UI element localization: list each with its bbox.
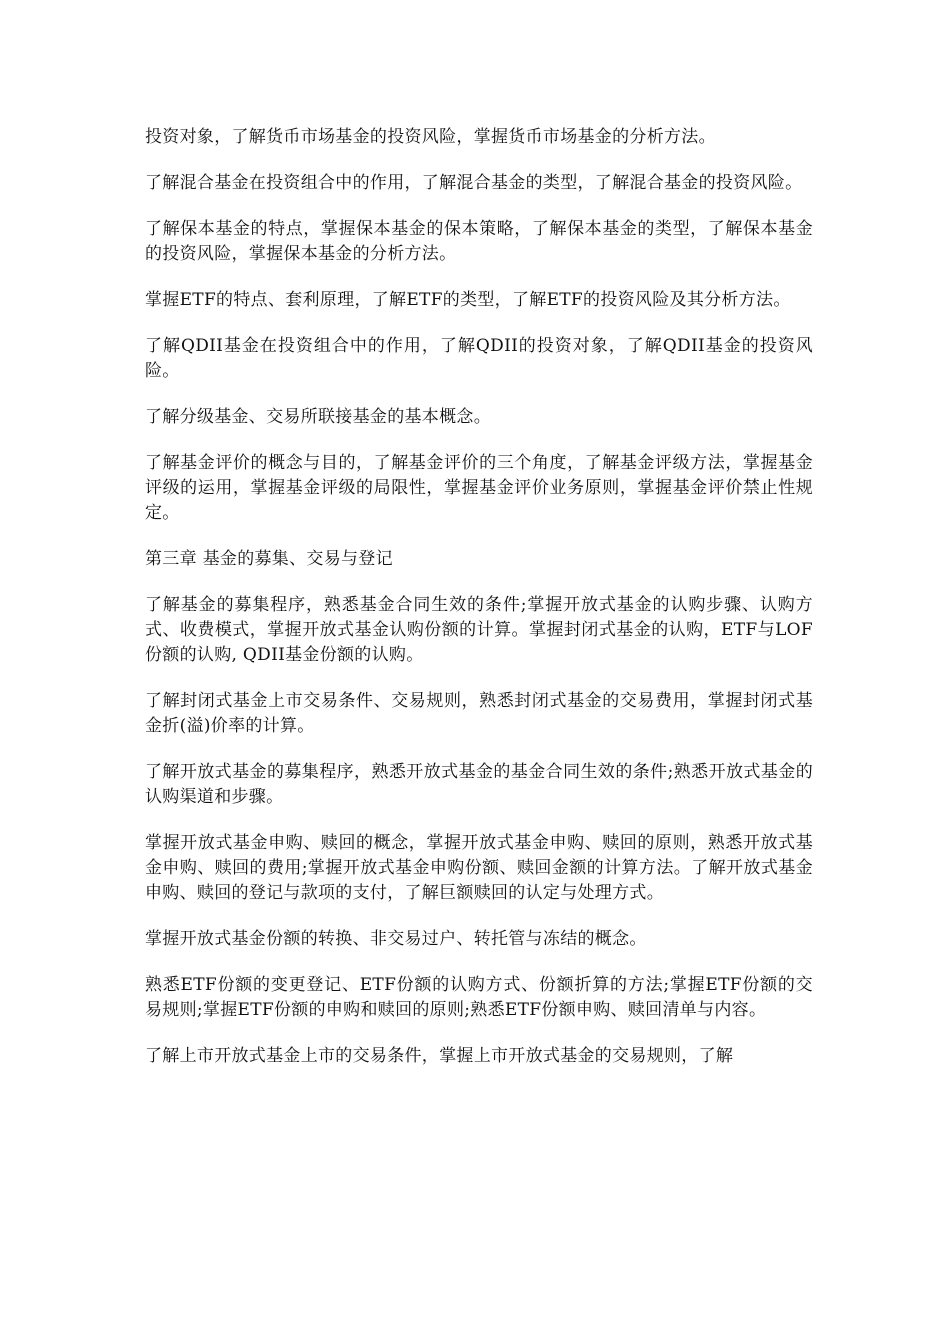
paragraph: 了解QDII基金在投资组合中的作用，了解QDII的投资对象，了解QDII基金的投资风险。 xyxy=(145,336,813,381)
paragraph: 熟悉ETF份额的变更登记、ETF份额的认购方式、份额折算的方法;掌握ETF份额的交易规则;掌握ETF份额的申购和赎回的原则;熟悉ETF份额申购、赎回清单与内容。 xyxy=(145,975,813,1020)
paragraph: 了解开放式基金的募集程序，熟悉开放式基金的基金合同生效的条件;熟悉开放式基金的认购渠道和步骤。 xyxy=(145,762,813,807)
paragraph: 了解封闭式基金上市交易条件、交易规则，熟悉封闭式基金的交易费用，掌握封闭式基金折(溢)价率的计算。 xyxy=(145,691,813,736)
paragraph: 了解混合基金在投资组合中的作用，了解混合基金的类型，了解混合基金的投资风险。 xyxy=(145,173,803,193)
paragraph: 掌握ETF的特点、套利原理，了解ETF的类型，了解ETF的投资风险及其分析方法。 xyxy=(145,290,791,310)
chapter-heading: 第三章 基金的募集、交易与登记 xyxy=(145,549,393,569)
paragraph: 了解保本基金的特点，掌握保本基金的保本策略，了解保本基金的类型，了解保本基金的投资风险，掌握保本基金的分析方法。 xyxy=(145,219,813,264)
paragraph: 了解分级基金、交易所联接基金的基本概念。 xyxy=(145,407,491,427)
paragraph: 掌握开放式基金份额的转换、非交易过户、转托管与冻结的概念。 xyxy=(145,929,647,949)
paragraph: 掌握开放式基金申购、赎回的概念，掌握开放式基金申购、赎回的原则，熟悉开放式基金申购、赎回的费用;掌握开放式基金申购份额、赎回金额的计算方法。了解开放式基金申购、赎回的登记与款项的支付，了解巨额赎回的认定与处理方式。 xyxy=(145,833,813,903)
paragraph: 了解基金的募集程序，熟悉基金合同生效的条件;掌握开放式基金的认购步骤、认购方式、收费模式，掌握开放式基金认购份额的计算。掌握封闭式基金的认购，ETF与LOF份额的认购, QDII基金份额的认购。 xyxy=(145,595,813,665)
paragraph: 投资对象，了解货币市场基金的投资风险，掌握货币市场基金的分析方法。 xyxy=(145,127,716,147)
document-body xyxy=(145,125,813,1090)
paragraph: 了解基金评价的概念与目的，了解基金评价的三个角度，了解基金评级方法，掌握基金评级的运用，掌握基金评级的局限性，掌握基金评价业务原则，掌握基金评价禁止性规定。 xyxy=(145,453,813,523)
paragraph: 了解上市开放式基金上市的交易条件，掌握上市开放式基金的交易规则，了解 xyxy=(145,1046,734,1066)
